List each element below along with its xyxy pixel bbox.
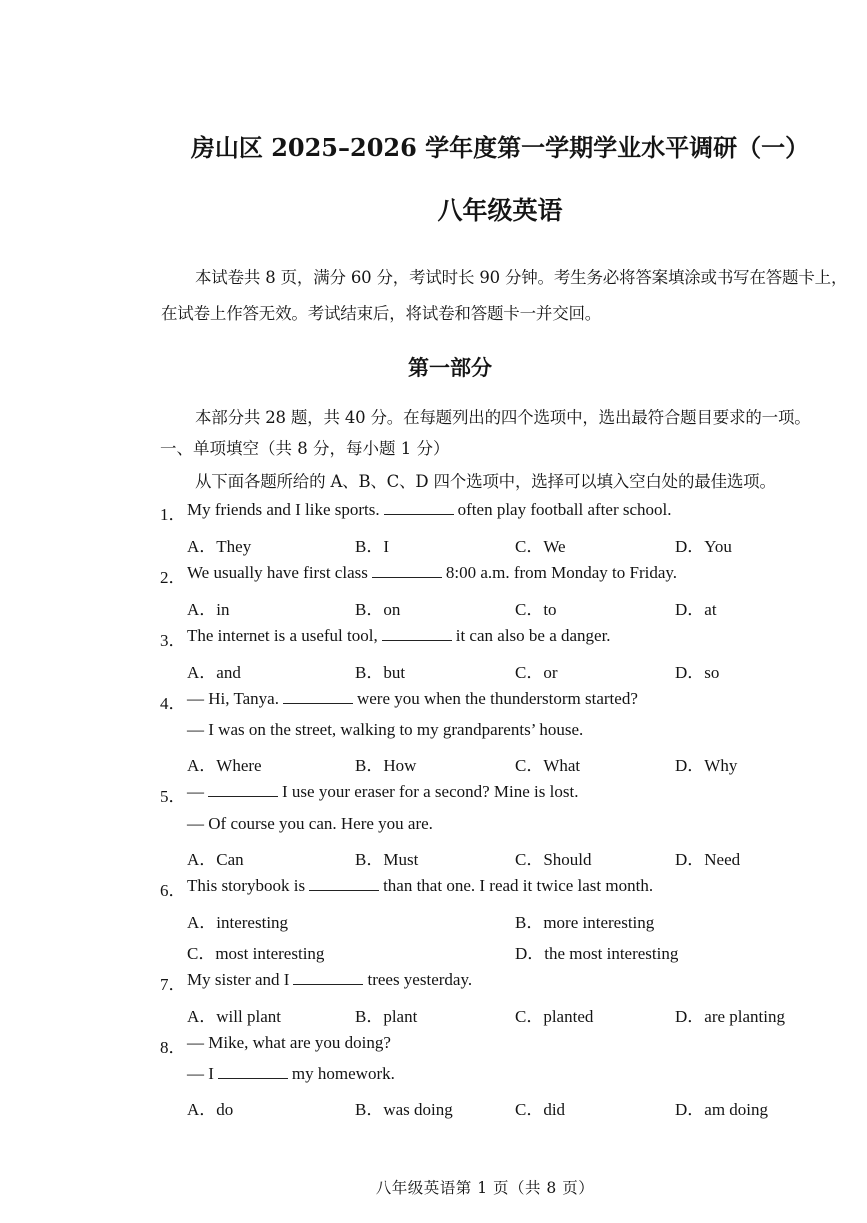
answer-blank xyxy=(372,563,442,578)
option-d: D．am doing xyxy=(675,1100,769,1119)
answer-blank xyxy=(283,689,353,704)
answer-blank xyxy=(382,626,452,641)
question-stem: The internet is a useful tool, it can also be a danger. xyxy=(187,626,611,645)
question-stem: We usually have first class 8:00 a.m. from Monday to Friday. xyxy=(187,563,678,582)
page-footer: 八年级英语第 1 页（共 8 页） xyxy=(375,1179,595,1197)
answer-blank xyxy=(208,782,278,797)
option-c: C．We xyxy=(515,537,566,556)
option-b: B．more interesting xyxy=(515,913,655,932)
option-c: C．most interesting xyxy=(187,944,325,963)
question-stem: My sister and I trees yesterday. xyxy=(187,970,473,989)
part-description: 本部分共 28 题，共 40 分。在每题列出的四个选项中，选出最符合题目要求的一项。 xyxy=(195,408,811,427)
question-stem: — Hi, Tanya. were you when the thunderstorm started? xyxy=(187,689,638,708)
option-d: D．Need xyxy=(675,850,741,869)
question-stem: This storybook is than that one. I read it twice last month. xyxy=(187,876,654,895)
option-d: D．You xyxy=(675,537,732,556)
option-d: D．at xyxy=(675,600,717,619)
option-a: A．do xyxy=(187,1100,234,1119)
answer-blank xyxy=(384,500,454,515)
option-c: C．to xyxy=(515,600,557,619)
question-number: 8． xyxy=(160,1038,186,1057)
option-d: D．Why xyxy=(675,756,738,775)
option-a: A．and xyxy=(187,663,241,682)
question-stem: — Mike, what are you doing? xyxy=(187,1033,391,1052)
dialogue-reply: — I my homework. xyxy=(187,1064,395,1083)
section-instruction: 从下面各题所给的 A、B、C、D 四个选项中，选择可以填入空白处的最佳选项。 xyxy=(195,472,776,491)
option-b: B．plant xyxy=(355,1007,418,1026)
option-b: B．How xyxy=(355,756,417,775)
question-number: 5． xyxy=(160,787,186,806)
option-c: C．What xyxy=(515,756,581,775)
exam-subject: 八年级英语 xyxy=(437,196,563,225)
exam-title: 房山区 2025–2026 学年度第一学期学业水平调研（一） xyxy=(190,133,810,162)
option-d: D．the most interesting xyxy=(515,944,679,963)
option-d: D．so xyxy=(675,663,720,682)
answer-blank xyxy=(309,876,379,891)
part-title: 第一部分 xyxy=(408,355,492,380)
dialogue-reply: — Of course you can. Here you are. xyxy=(187,814,433,833)
option-a: A．Where xyxy=(187,756,262,775)
option-a: A．Can xyxy=(187,850,244,869)
question-stem: My friends and I like sports. often play football after school. xyxy=(187,500,672,519)
option-a: A．will plant xyxy=(187,1007,281,1026)
question-number: 6． xyxy=(160,881,186,900)
question-number: 3． xyxy=(160,631,186,650)
question-number: 2． xyxy=(160,568,186,587)
exam-instructions: 本试卷共 8 页，满分 60 分，考试时长 90 分钟。考生务必将答案填涂或书写在答题卡上，在试卷上作答无效。考试结束后，将试卷和答题卡一并交回。 xyxy=(161,268,848,323)
option-b: B．Must xyxy=(355,850,419,869)
option-b: B．I xyxy=(355,537,389,556)
option-a: A．in xyxy=(187,600,230,619)
option-c: C．did xyxy=(515,1100,566,1119)
option-b: B．but xyxy=(355,663,406,682)
option-d: D．are planting xyxy=(675,1007,785,1026)
question-stem: — I use your eraser for a second? Mine is lost. xyxy=(187,782,579,801)
option-a: A．They xyxy=(187,537,252,556)
option-b: B．on xyxy=(355,600,401,619)
question-number: 4． xyxy=(160,694,186,713)
option-b: B．was doing xyxy=(355,1100,453,1119)
option-c: C．or xyxy=(515,663,558,682)
question-number: 1． xyxy=(160,505,186,524)
option-c: C．Should xyxy=(515,850,592,869)
dialogue-reply: — I was on the street, walking to my grandparents’ house. xyxy=(187,720,584,739)
answer-blank xyxy=(293,970,363,985)
option-a: A．interesting xyxy=(187,913,289,932)
option-c: C．planted xyxy=(515,1007,594,1026)
question-number: 7． xyxy=(160,975,186,994)
section-heading: 一、单项填空（共 8 分，每小题 1 分） xyxy=(160,439,450,458)
answer-blank xyxy=(218,1064,288,1079)
